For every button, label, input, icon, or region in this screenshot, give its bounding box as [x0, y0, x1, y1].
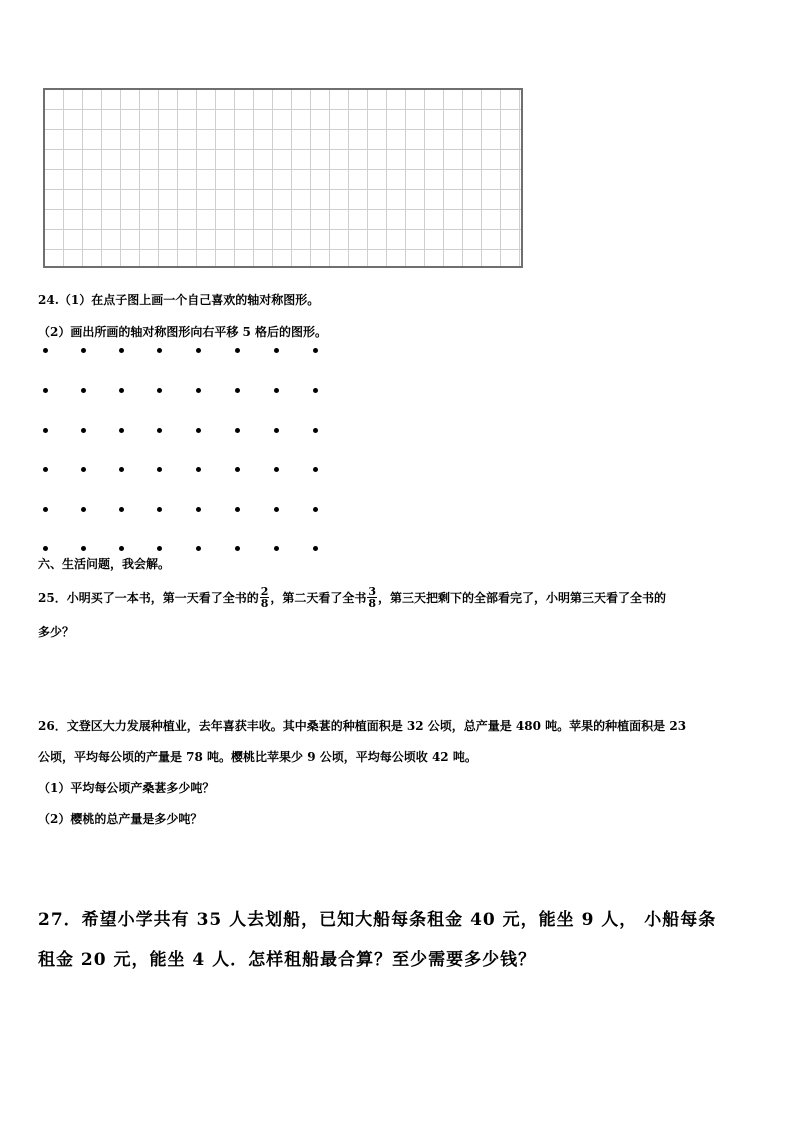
q26-line1: 26．文登区大力发展种植业，去年喜获丰收。其中桑葚的种植面积是 32 公顷，总产量是 480 吨。苹果的种植面积是 23 [38, 719, 687, 733]
q27-line2: 租金 20 元，能坐 4 人．怎样租船最合算？至少需要多少钱？ [38, 950, 537, 970]
grid-dot[interactable] [119, 428, 124, 433]
grid-dot[interactable] [196, 428, 201, 433]
fraction-two-eighths [260, 586, 270, 609]
grid-dot[interactable] [157, 546, 162, 551]
grid-dot[interactable] [196, 467, 201, 472]
grid-dot[interactable] [196, 507, 201, 512]
grid-dot[interactable] [81, 546, 86, 551]
grid-dot[interactable] [81, 507, 86, 512]
grid-dot[interactable] [43, 546, 48, 551]
fraction-three-eighths [367, 586, 377, 609]
grid-dot[interactable] [235, 388, 240, 393]
grid-dot[interactable] [119, 388, 124, 393]
grid-dot[interactable] [157, 507, 162, 512]
dot-grid[interactable] [0, 0, 794, 560]
grid-dot[interactable] [313, 507, 318, 512]
grid-dot[interactable] [119, 348, 124, 353]
grid-dot[interactable] [235, 546, 240, 551]
q26-line2: 公顷，平均每公顷的产量是 78 吨。樱桃比苹果少 9 公顷，平均每公顷收 42 吨。 [38, 750, 477, 764]
q27-line1: 27．希望小学共有 35 人去划船，已知大船每条租金 40 元，能坐 9 人， 小船每条 [38, 910, 717, 930]
q24-part1: 24.（1）在点子图上画一个自己喜欢的轴对称图形。 [38, 293, 320, 307]
q25-text-b: ，第二天看了全书 [270, 590, 367, 605]
grid-dot[interactable] [119, 507, 124, 512]
grid-dot[interactable] [235, 467, 240, 472]
frac2-den: 8 [368, 597, 377, 610]
q25-text-a: 25．小明买了一本书，第一天看了全书的 [38, 590, 259, 605]
grid-dot[interactable] [235, 348, 240, 353]
grid-dot[interactable] [196, 388, 201, 393]
grid-dot[interactable] [81, 428, 86, 433]
grid-dot[interactable] [81, 348, 86, 353]
grid-dot[interactable] [313, 388, 318, 393]
q26-sub1: （1）平均每公顷产桑葚多少吨？ [38, 781, 215, 795]
grid-dot[interactable] [157, 348, 162, 353]
grid-dot[interactable] [274, 507, 279, 512]
q25-text-c: ，第三天把剩下的全部看完了，小明第三天看了全书的 [378, 590, 667, 605]
grid-dot[interactable] [43, 507, 48, 512]
grid-dot[interactable] [274, 546, 279, 551]
grid-dot[interactable] [313, 428, 318, 433]
grid-dot[interactable] [119, 467, 124, 472]
grid-dot[interactable] [196, 348, 201, 353]
q25-line2: 多少？ [38, 625, 75, 639]
q24-part2: （2）画出所画的轴对称图形向右平移 5 格后的图形。 [38, 325, 328, 339]
frac1-den: 8 [260, 597, 269, 610]
grid-dot[interactable] [119, 546, 124, 551]
grid-dot[interactable] [313, 546, 318, 551]
grid-dot[interactable] [313, 467, 318, 472]
grid-dot[interactable] [43, 348, 48, 353]
grid-dot[interactable] [81, 467, 86, 472]
grid-dot[interactable] [274, 428, 279, 433]
section-six-title: 六、生活问题，我会解。 [38, 557, 171, 571]
grid-dot[interactable] [81, 388, 86, 393]
frac1-num: 2 [260, 585, 269, 598]
grid-dot[interactable] [274, 388, 279, 393]
grid-dot[interactable] [43, 388, 48, 393]
grid-dot[interactable] [235, 507, 240, 512]
grid-dot[interactable] [274, 467, 279, 472]
grid-dot[interactable] [196, 546, 201, 551]
grid-dot[interactable] [43, 467, 48, 472]
grid-dot[interactable] [43, 428, 48, 433]
grid-dot[interactable] [157, 388, 162, 393]
grid-dot[interactable] [157, 467, 162, 472]
grid-dot[interactable] [157, 428, 162, 433]
q25-line1 [38, 586, 666, 609]
grid-dot[interactable] [313, 348, 318, 353]
frac2-num: 3 [368, 585, 377, 598]
q26-sub2: （2）樱桃的总产量是多少吨？ [38, 812, 203, 826]
grid-dot[interactable] [235, 428, 240, 433]
grid-dot[interactable] [274, 348, 279, 353]
